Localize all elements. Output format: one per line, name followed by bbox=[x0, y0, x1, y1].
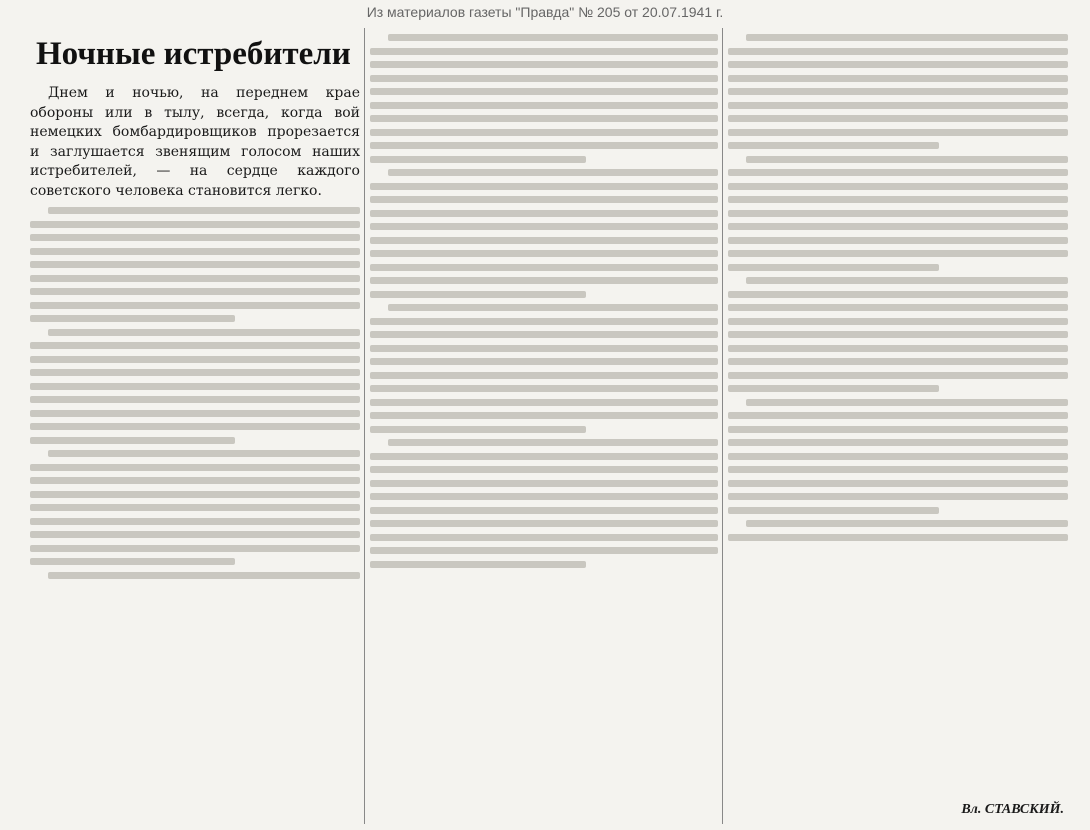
placeholder-line bbox=[728, 412, 1068, 419]
illegible-text-placeholder bbox=[30, 207, 360, 579]
placeholder-line bbox=[728, 223, 1068, 230]
placeholder-line bbox=[370, 331, 718, 338]
illegible-text-placeholder bbox=[370, 34, 718, 568]
placeholder-line bbox=[30, 234, 360, 241]
placeholder-line bbox=[30, 383, 360, 390]
placeholder-line bbox=[728, 115, 1068, 122]
placeholder-line bbox=[30, 437, 235, 444]
placeholder-line bbox=[370, 210, 718, 217]
placeholder-line bbox=[728, 237, 1068, 244]
placeholder-line bbox=[370, 156, 586, 163]
placeholder-line bbox=[728, 358, 1068, 365]
placeholder-line bbox=[30, 248, 360, 255]
placeholder-line bbox=[728, 345, 1068, 352]
placeholder-line bbox=[30, 423, 360, 430]
placeholder-line bbox=[370, 183, 718, 190]
placeholder-line bbox=[388, 169, 718, 176]
placeholder-line bbox=[30, 302, 360, 309]
placeholder-line bbox=[370, 75, 718, 82]
placeholder-line bbox=[746, 156, 1068, 163]
placeholder-line bbox=[370, 318, 718, 325]
placeholder-line bbox=[728, 129, 1068, 136]
column-divider bbox=[722, 28, 723, 824]
placeholder-line bbox=[728, 142, 939, 149]
placeholder-line bbox=[728, 250, 1068, 257]
placeholder-line bbox=[30, 504, 360, 511]
placeholder-line bbox=[48, 572, 360, 579]
placeholder-line bbox=[370, 412, 718, 419]
placeholder-line bbox=[30, 410, 360, 417]
placeholder-line bbox=[30, 261, 360, 268]
placeholder-line bbox=[370, 480, 718, 487]
placeholder-line bbox=[728, 75, 1068, 82]
placeholder-line bbox=[370, 358, 718, 365]
placeholder-line bbox=[388, 439, 718, 446]
placeholder-line bbox=[370, 115, 718, 122]
placeholder-line bbox=[728, 385, 939, 392]
placeholder-line bbox=[728, 196, 1068, 203]
placeholder-line bbox=[370, 142, 718, 149]
placeholder-line bbox=[728, 291, 1068, 298]
placeholder-line bbox=[728, 88, 1068, 95]
placeholder-line bbox=[746, 277, 1068, 284]
placeholder-line bbox=[728, 210, 1068, 217]
article-column-3 bbox=[728, 28, 1068, 824]
placeholder-line bbox=[370, 250, 718, 257]
placeholder-line bbox=[370, 61, 718, 68]
placeholder-line bbox=[370, 385, 718, 392]
placeholder-line bbox=[728, 169, 1068, 176]
placeholder-line bbox=[370, 129, 718, 136]
placeholder-line bbox=[370, 453, 718, 460]
placeholder-line bbox=[48, 329, 360, 336]
placeholder-line bbox=[728, 48, 1068, 55]
article-column-2 bbox=[370, 28, 718, 824]
placeholder-line bbox=[370, 237, 718, 244]
placeholder-line bbox=[728, 102, 1068, 109]
placeholder-line bbox=[728, 493, 1068, 500]
placeholder-line bbox=[30, 356, 360, 363]
placeholder-line bbox=[370, 88, 718, 95]
placeholder-line bbox=[48, 450, 360, 457]
illegible-text-placeholder bbox=[728, 34, 1068, 541]
placeholder-line bbox=[30, 288, 360, 295]
placeholder-line bbox=[728, 426, 1068, 433]
placeholder-line bbox=[728, 466, 1068, 473]
placeholder-line bbox=[30, 275, 360, 282]
placeholder-line bbox=[30, 545, 360, 552]
placeholder-line bbox=[370, 507, 718, 514]
placeholder-line bbox=[370, 520, 718, 527]
article-byline: Вл. СТАВСКИЙ. bbox=[961, 802, 1064, 817]
placeholder-line bbox=[370, 102, 718, 109]
placeholder-line bbox=[30, 315, 235, 322]
placeholder-line bbox=[370, 466, 718, 473]
placeholder-line bbox=[30, 342, 360, 349]
placeholder-line bbox=[370, 547, 718, 554]
placeholder-line bbox=[370, 493, 718, 500]
placeholder-line bbox=[370, 372, 718, 379]
placeholder-line bbox=[48, 207, 360, 214]
placeholder-line bbox=[370, 561, 586, 568]
placeholder-line bbox=[388, 304, 718, 311]
placeholder-line bbox=[370, 48, 718, 55]
placeholder-line bbox=[370, 291, 586, 298]
source-note: Из материалов газеты "Правда" № 205 от 20.07.1941 г. bbox=[366, 4, 724, 20]
placeholder-line bbox=[30, 558, 235, 565]
placeholder-line bbox=[746, 399, 1068, 406]
placeholder-line bbox=[370, 196, 718, 203]
placeholder-line bbox=[370, 426, 586, 433]
placeholder-line bbox=[370, 223, 718, 230]
placeholder-line bbox=[728, 304, 1068, 311]
placeholder-line bbox=[370, 534, 718, 541]
placeholder-line bbox=[30, 464, 360, 471]
placeholder-line bbox=[370, 399, 718, 406]
placeholder-line bbox=[370, 264, 718, 271]
placeholder-line bbox=[728, 439, 1068, 446]
placeholder-line bbox=[728, 507, 939, 514]
placeholder-line bbox=[30, 221, 360, 228]
placeholder-line bbox=[30, 477, 360, 484]
placeholder-line bbox=[728, 480, 1068, 487]
placeholder-line bbox=[30, 531, 360, 538]
article-column-1 bbox=[30, 28, 360, 824]
placeholder-line bbox=[30, 396, 360, 403]
placeholder-line bbox=[746, 34, 1068, 41]
placeholder-line bbox=[370, 277, 718, 284]
placeholder-line bbox=[728, 534, 1068, 541]
lead-paragraph: Днем и ночью, на переднем крае обороны или в тылу, всегда, когда вой немецких бомбардировщиков прорезается и заглушается звенящим голосом наших истребителей, — на сердце каждого советского человека становится легко. bbox=[30, 85, 360, 199]
placeholder-line bbox=[746, 520, 1068, 527]
placeholder-line bbox=[728, 61, 1068, 68]
placeholder-line bbox=[30, 491, 360, 498]
placeholder-line bbox=[728, 331, 1068, 338]
placeholder-line bbox=[728, 453, 1068, 460]
placeholder-line bbox=[30, 369, 360, 376]
placeholder-line bbox=[370, 345, 718, 352]
placeholder-line bbox=[728, 264, 939, 271]
placeholder-line bbox=[728, 183, 1068, 190]
article-headline: Ночные истребители bbox=[36, 36, 351, 72]
placeholder-line bbox=[388, 34, 718, 41]
placeholder-line bbox=[728, 318, 1068, 325]
placeholder-line bbox=[728, 372, 1068, 379]
placeholder-line bbox=[30, 518, 360, 525]
column-divider bbox=[364, 28, 365, 824]
